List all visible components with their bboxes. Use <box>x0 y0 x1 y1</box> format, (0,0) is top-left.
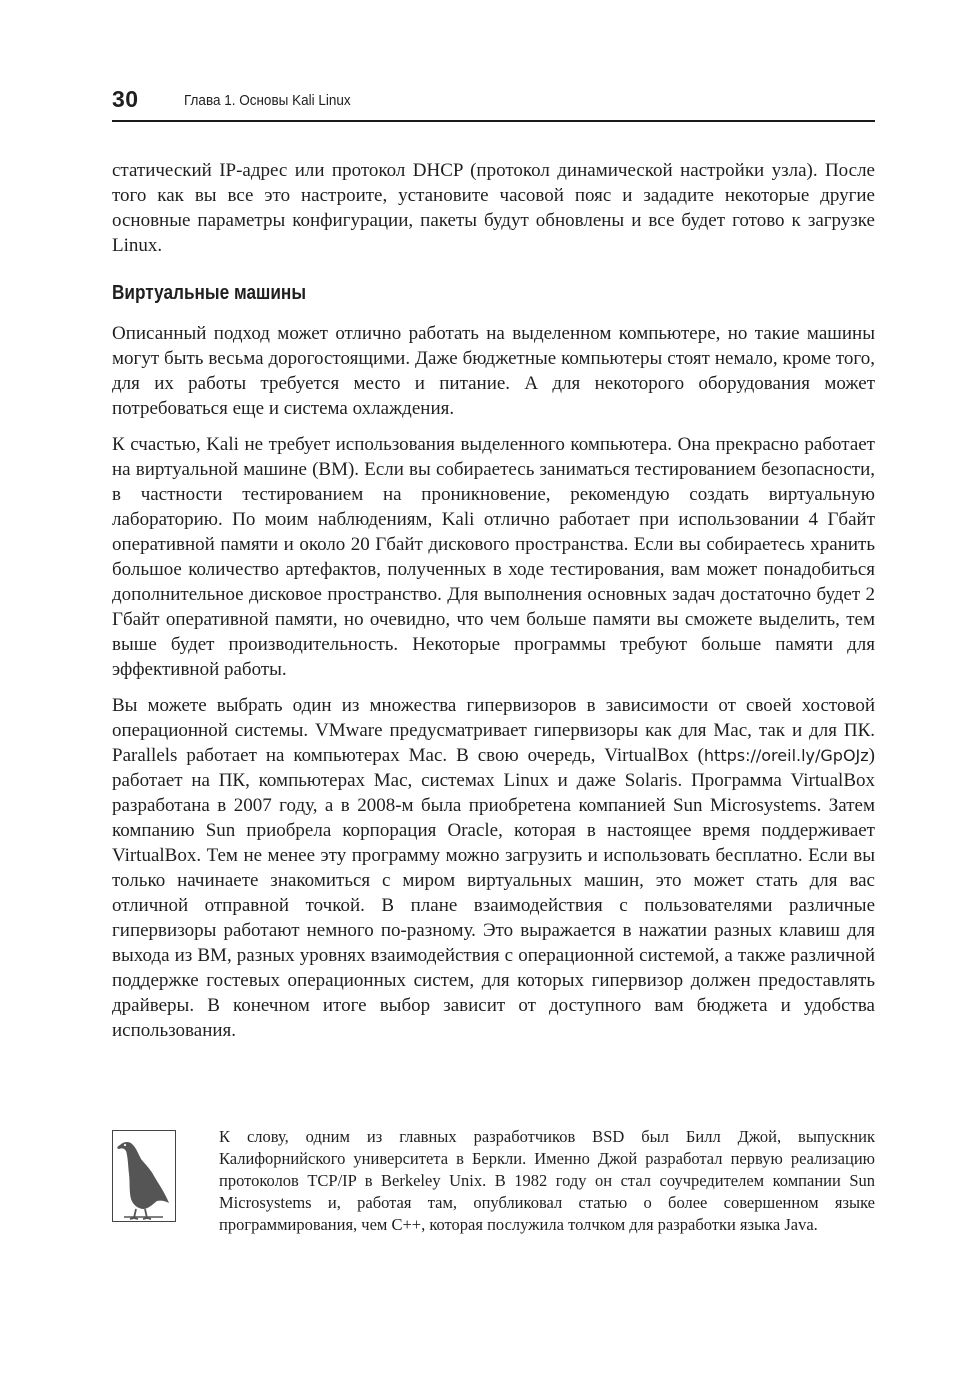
paragraph-1: Описанный подход может отлично работать на выделенном компьютере, но такие машины могут быть весьма дорогостоящими. Даже бюджетные компьютеры стоят немало, кроме того, для их работы требуется место и питание. А для некоторого оборудования может потребоваться еще и система охлаждения. <box>112 323 875 419</box>
paragraph-3-end: ) работает на ПК, компьютерах Mac, системах Linux и даже Solaris. Программа VirtualBox разработана в 2007 году, а в 2008-м была приобретена компанией Sun Microsystems. Затем компанию Sun приобрела корпорация Oracle, которая в настоящее время поддерживает VirtualBox. Тем не менее эту программу можно загрузить и использовать бесплатно. Если вы только начинаете знакомиться с миром виртуальных машин, это может стать для вас отличной отправной точкой. В плане взаимодействия с пользователями различные гипервизоры работают немного по-разному. Это выражается в нажатии разных клавиш для выхода из ВМ, разных уровнях взаимодействия с операционной системой, а также различной поддержке гостевых операционных систем, для которых гипервизор должен предоставлять драйверы. В конечном итоге выбор зависит от доступного вам бюджета и удобства использования. <box>112 745 875 1041</box>
paragraph-3-start: Вы можете выбрать один из множества гипервизоров в зависимости от своей хостовой операционной системы. VMware предусматривает гипервизоры как для Mac, так и для ПК. Parallels работает на компьютерах Mac. В свою очередь, VirtualBox ( <box>112 695 875 766</box>
paragraph-2: К счастью, Kali не требует использования выделенного компьютера. Она прекрасно работает на виртуальной машине (ВМ). Если вы собираетесь заниматься тестированием безопасности, в частности тестированием на проникновение, рекомендую создать виртуальную лабораторию. По моим наблюдениям, Kali отлично работает при использовании 4 Гбайт оперативной памяти и около 20 Гбайт дискового пространства. Если вы собираетесь хранить большое количество артефактов, полученных в ходе тестирования, вам может понадобиться дополнительное дисковое пространство. Для выполнения основных задач достаточно будет 2 Гбайт оперативной памяти, но очевидно, что чем больше памяти вы сможете выделить, тем выше будет производительность. Некоторые программы требуют больше памяти для эффективной работы. <box>112 434 875 680</box>
section-title: Виртуальные машины <box>112 282 307 304</box>
page-header <box>112 82 875 122</box>
bird-icon <box>112 1130 176 1222</box>
virtualbox-link[interactable]: https://oreil.ly/GpOJz <box>703 746 869 765</box>
bird-illustration <box>113 1131 174 1220</box>
note-box <box>112 1126 875 1266</box>
intro-paragraph: статический IP-адрес или протокол DHCP (протокол динамической настройки узла). После того как вы все это настроите, установите часовой пояс и зададите некоторые другие основные параметры конфигурации, пакеты будут обновлены и все будет готово к загрузке Linux. <box>112 160 875 256</box>
chapter-title: Глава 1. Основы Kali Linux <box>184 92 351 109</box>
page-body <box>112 158 875 1043</box>
note-text: К слову, одним из главных разработчиков BSD был Билл Джой, выпускник Калифорнийского университета в Беркли. Именно Джой разработал первую реализацию протоколов TCP/IP в Berkeley Unix. В 1982 году он стал соучредителем компании Sun Microsystems и, работая там, опубликовал статью о более совершенном языке программирования, чем C++, которая послужила толчком для разработки языка Java. <box>219 1127 875 1234</box>
page-number: 30 <box>112 86 139 112</box>
paragraph-3 <box>112 693 875 1043</box>
